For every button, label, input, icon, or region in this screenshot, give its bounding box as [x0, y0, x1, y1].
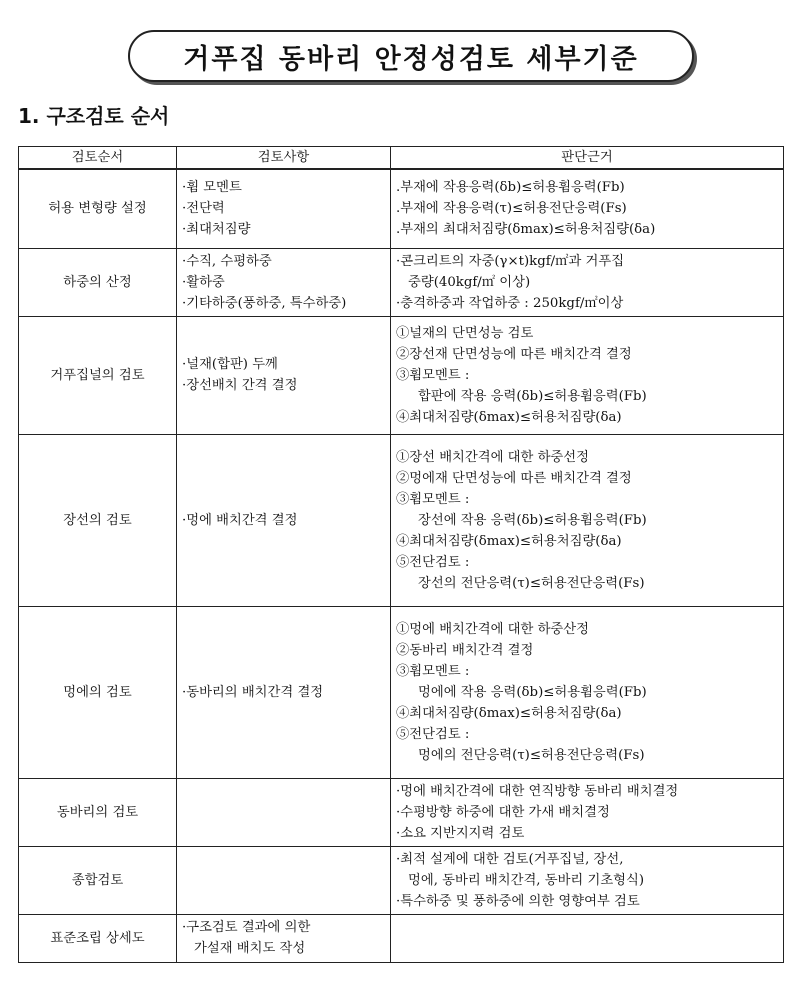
row-items	[177, 846, 391, 914]
item-line: ·널재(합판) 두께	[182, 357, 278, 372]
header-review-items: 검토사항	[177, 147, 391, 170]
item-line: ·구조검토 결과에 의한	[182, 920, 311, 935]
basis-line: 멍에, 동바리 배치간격, 동바리 기초형식)	[408, 872, 645, 888]
item-line: 가설재 배치도 작성	[194, 941, 306, 956]
basis-line: ④최대처짐량(δmax)≤허용처짐량(δa)	[396, 533, 622, 549]
table-row	[19, 846, 784, 914]
basis-line: 중량(40kgf/㎡ 이상)	[408, 274, 531, 290]
basis-line: 멍에의 전단응력(τ)≤허용전단응력(Fs)	[418, 747, 645, 763]
basis-line: ·특수하중 및 풍하중에 의한 영향여부 검토	[396, 893, 640, 909]
section-heading: 1. 구조검토 순서	[18, 104, 170, 128]
basis-line: ·수평방향 하중에 대한 가새 배치결정	[396, 804, 610, 820]
basis-line: ·멍에 배치간격에 대한 연직방향 동바리 배치결정	[396, 783, 679, 799]
row-step: 멍에의 검토	[19, 606, 177, 778]
basis-line: 장선의 전단응력(τ)≤허용전단응력(Fs)	[418, 575, 645, 591]
basis-line: .부재의 최대처짐량(δmax)≤허용처짐량(δa)	[396, 222, 656, 238]
basis-line: ·충격하중과 작업하중 : 250kgf/㎡이상	[396, 295, 624, 311]
row-basis	[391, 169, 784, 248]
basis-line: ③휨모멘트 :	[396, 663, 470, 679]
basis-line: ①장선 배치간격에 대한 하중선정	[396, 449, 589, 465]
item-line: ·수직, 수평하중	[182, 253, 272, 269]
row-items	[177, 778, 391, 846]
basis-line: 멍에에 작용 응력(δb)≤허용휨응력(Fb)	[418, 684, 647, 700]
row-step: 종합검토	[19, 846, 177, 914]
basis-line: ⑤전단검토 :	[396, 554, 470, 570]
row-items	[177, 169, 391, 248]
row-items	[177, 434, 391, 606]
row-step: 동바리의 검토	[19, 778, 177, 846]
row-items	[177, 248, 391, 316]
structural-review-table	[18, 146, 784, 963]
basis-line: .부재에 작용응력(δb)≤허용휨응력(Fb)	[396, 180, 625, 196]
table-row	[19, 316, 784, 434]
basis-line: ②장선재 단면성능에 따른 배치간격 결정	[396, 346, 632, 362]
basis-line: ④최대처짐량(δmax)≤허용처짐량(δa)	[396, 705, 622, 721]
table-row	[19, 169, 784, 248]
document-title: 거푸집 동바리 안정성검토 세부기준	[128, 30, 694, 82]
row-step: 표준조립 상세도	[19, 914, 177, 962]
row-basis	[391, 316, 784, 434]
item-line: ·전단력	[182, 201, 225, 217]
table-row	[19, 434, 784, 606]
row-basis	[391, 434, 784, 606]
item-line: ·휨 모멘트	[182, 180, 242, 196]
row-basis	[391, 778, 784, 846]
row-step: 장선의 검토	[19, 434, 177, 606]
basis-line: ①널재의 단면성능 검토	[396, 325, 534, 341]
basis-line: ①멍에 배치간격에 대한 하중산정	[396, 621, 589, 637]
header-review-order: 검토순서	[19, 147, 177, 170]
header-judgment-basis: 판단근거	[391, 147, 784, 170]
item-line: ·장선배치 간격 결정	[182, 378, 298, 393]
row-basis	[391, 248, 784, 316]
table-row	[19, 606, 784, 778]
basis-line: ②동바리 배치간격 결정	[396, 642, 534, 658]
table-row	[19, 778, 784, 846]
basis-line: ②멍에재 단면성능에 따른 배치간격 결정	[396, 470, 632, 486]
row-items	[177, 914, 391, 962]
row-basis	[391, 846, 784, 914]
item-line: ·기타하중(풍하중, 특수하중)	[182, 295, 347, 311]
item-line: ·동바리의 배치간격 결정	[182, 684, 324, 700]
row-items	[177, 606, 391, 778]
row-step: 거푸집널의 검토	[19, 316, 177, 434]
row-step: 허용 변형량 설정	[19, 169, 177, 248]
basis-line: ·최적 설계에 대한 검토(거푸집널, 장선,	[396, 851, 624, 867]
basis-line: ③휨모멘트 :	[396, 367, 470, 383]
basis-line: ④최대처짐량(δmax)≤허용처짐량(δa)	[396, 409, 622, 425]
table-header-row	[19, 147, 784, 170]
item-line: ·멍에 배치간격 결정	[182, 512, 298, 528]
row-step: 하중의 산정	[19, 248, 177, 316]
item-line: ·활하중	[182, 274, 225, 290]
basis-line: 합판에 작용 응력(δb)≤허용휨응력(Fb)	[418, 388, 647, 404]
row-basis	[391, 606, 784, 778]
basis-line: ③휨모멘트 :	[396, 491, 470, 507]
basis-line: ·소요 지반지지력 검토	[396, 825, 525, 841]
basis-line: ·콘크리트의 자중(γ×t)kgf/㎡과 거푸집	[396, 253, 625, 269]
basis-line: ⑤전단검토 :	[396, 726, 470, 742]
row-items	[177, 316, 391, 434]
row-basis	[391, 914, 784, 962]
basis-line: 장선에 작용 응력(δb)≤허용휨응력(Fb)	[418, 512, 647, 528]
table-row	[19, 248, 784, 316]
item-line: ·최대처짐량	[182, 222, 251, 238]
basis-line: .부재에 작용응력(τ)≤허용전단응력(Fs)	[396, 201, 627, 217]
table-row	[19, 914, 784, 962]
